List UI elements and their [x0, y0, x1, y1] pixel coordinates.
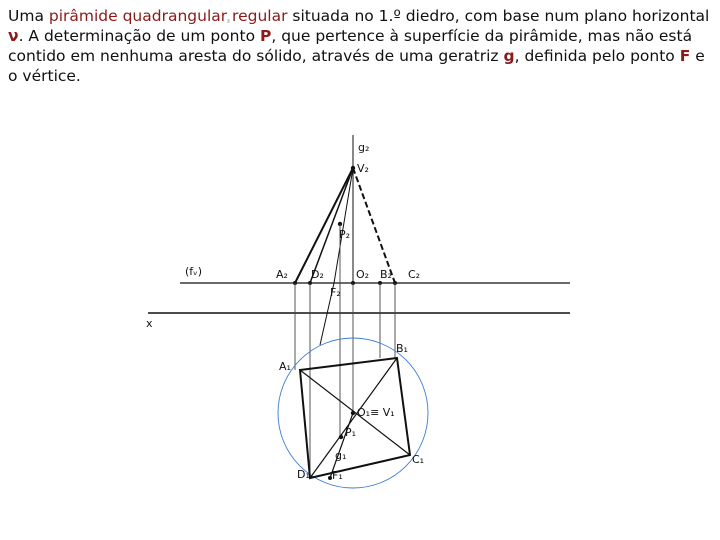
label-d2: D₂	[311, 268, 324, 281]
label-fv: (fᵥ)	[185, 265, 203, 278]
point-f-symbol: F	[679, 47, 691, 65]
label-o2: O₂	[356, 268, 370, 281]
statement-text: situada no 1.º diedro, com base num plano horizontal	[287, 7, 710, 25]
edge-v2-a2	[295, 168, 353, 283]
label-o1-v1: O₁≡ V₁	[357, 406, 395, 419]
label-p1: P₁	[345, 426, 357, 439]
generatrix-g-symbol: g	[503, 47, 515, 65]
label-b1: B₁	[396, 342, 408, 355]
label-b2: B₂	[380, 268, 392, 281]
point-v2	[351, 166, 355, 170]
plane-nu-symbol: ν	[8, 27, 19, 45]
statement-text: . A determinação de um ponto	[18, 27, 260, 45]
label-g1: g₁	[335, 449, 347, 462]
label-a2: A₂	[276, 268, 288, 281]
point-p-symbol: P	[259, 27, 272, 45]
label-d1: D₁	[297, 468, 310, 481]
label-f2: F₂	[330, 286, 341, 299]
label-f1: F₁	[332, 469, 343, 482]
statement-highlight: pirâmide quadrangular regular	[48, 7, 288, 25]
label-g2: g₂	[358, 141, 370, 154]
label-c1: C₁	[412, 453, 425, 466]
point-p1	[339, 435, 343, 439]
statement-text: , que pertence à superfície da pirâmide, mas não está contido em nenhuma aresta do sólido, através de uma geratriz	[8, 27, 693, 65]
label-p2: P₂	[339, 228, 351, 241]
label-v2: V₂	[357, 162, 369, 175]
statement-text: Uma	[8, 7, 49, 25]
label-a1: A₁	[279, 360, 291, 373]
label-x: x	[146, 317, 153, 330]
edge-v2-c2-hidden	[353, 168, 395, 283]
edge-v2-d2	[310, 168, 353, 283]
point-o1-v1	[351, 411, 355, 415]
label-c2: C₂	[408, 268, 421, 281]
statement-text: , definida pelo ponto	[514, 47, 680, 65]
statement-text: e o vértice.	[8, 47, 705, 85]
